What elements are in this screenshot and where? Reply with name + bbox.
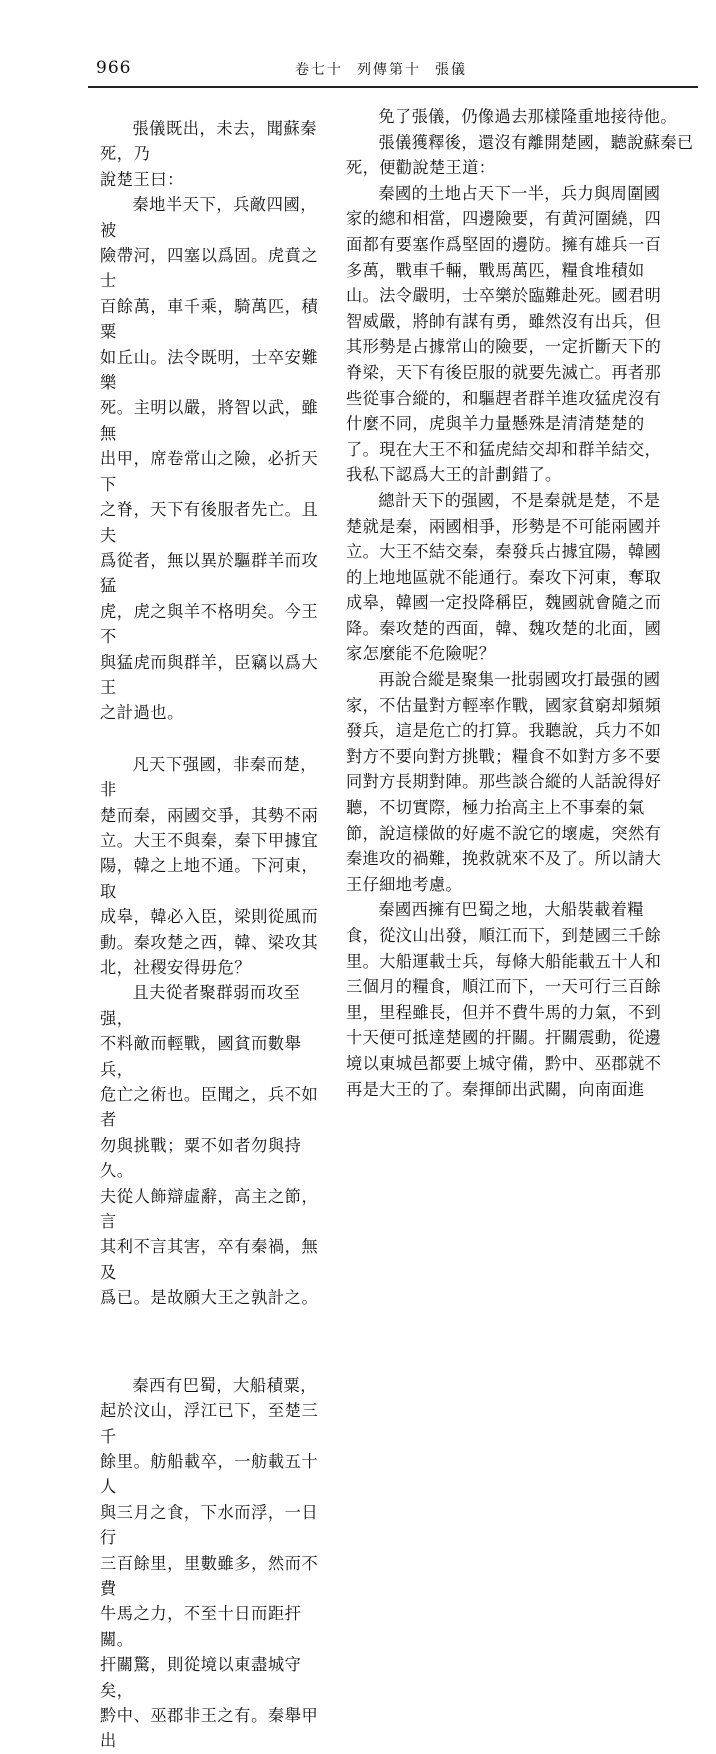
text-line: 同對方長期對陣。那些談合縱的人話說得好: [346, 772, 662, 792]
text-line: 餘里。舫船載卒，一舫載五十人: [100, 1451, 319, 1497]
text-line: 之脊，天下有後服者先亡。且夫: [100, 500, 319, 545]
text-line: 與三月之食，下水而浮，一日行: [100, 1502, 319, 1548]
text-line: 三個月的糧食，順江而下，一天可行三百餘: [346, 977, 662, 997]
chapter-label: 張儀: [435, 62, 467, 78]
text-line: 秦國西擁有巴蜀之地，大船裝載着糧: [378, 900, 644, 920]
text-line: 我私下認爲大王的計劃錯了。: [346, 465, 562, 485]
text-line: 什麼不同，虎與羊力量懸殊是清清楚楚的: [346, 414, 645, 434]
text-line: 十天便可抵達楚國的扞關。扞關震動，從邊: [346, 1028, 662, 1048]
text-line: 了。現在大王不和猛虎結交却和群羊結交，: [346, 439, 662, 459]
text-line: 成皋，韓國一定投降稱臣，魏國就會隨之而: [346, 593, 662, 613]
text-line: 秦國的土地占天下一半，兵力與周圍國: [378, 183, 661, 203]
text-line: 立。大王不結交秦，秦發兵占據宜陽，韓國: [346, 542, 662, 562]
text-line: 發兵，這是危亡的打算。我聽說，兵力不如: [346, 721, 662, 741]
text-line: 且夫從者聚群弱而攻至强，: [100, 983, 301, 1028]
text-line: 爲已。是故願大王之孰計之。: [100, 1288, 319, 1308]
text-line: 山。法令嚴明，士卒樂於臨難赴死。國君明: [346, 286, 662, 306]
header-rule: [88, 86, 698, 88]
text-line: 凡天下强國，非秦而楚，非: [100, 754, 318, 800]
orig-paragraph: [100, 1373, 328, 1754]
text-line: 夫從人飾辯虛辭，高主之節，言: [100, 1186, 319, 1232]
text-line: 勿與挑戰；粟不如者勿與持久。: [100, 1135, 302, 1181]
text-line: 些從事合縱的，和驅趕者群羊進攻猛虎沒有: [346, 388, 662, 408]
orig-paragraph: [100, 752, 328, 981]
text-line: 食，從汶山出發，順江而下，到楚國三千餘: [346, 926, 662, 945]
text-line: 說楚王曰：: [100, 169, 184, 189]
text-line: 總計天下的强國，不是秦就是楚，不是: [378, 490, 661, 510]
orig-paragraph: [100, 116, 328, 192]
text-line: 死，便勸說楚王道：: [346, 158, 496, 178]
trans-paragraph: [346, 130, 694, 181]
text-line: 免了張儀，仍像過去那樣隆重地接待他。: [378, 107, 677, 126]
text-line: 家怎麼能不危險呢？: [346, 644, 496, 664]
text-line: 陽，韓之上地不通。下河東，取: [100, 856, 319, 901]
trans-paragraph: [346, 181, 694, 488]
text-line: 王仔細地考慮。: [346, 874, 463, 894]
volume-label: 卷七十: [295, 62, 343, 78]
text-line: 境以東城邑都要上城守備，黔中、巫郡就不: [346, 1053, 662, 1073]
text-line: 爲從者，無以異於驅群羊而攻猛: [100, 550, 319, 596]
text-line: 多萬，戰車千輛，戰馬萬匹，糧食堆積如: [346, 260, 645, 280]
text-line: 北，社稷安得毋危？: [100, 958, 252, 977]
orig-paragraph: [100, 980, 328, 1310]
text-line: 秦進攻的禍難，挽救就來不及了。所以請大: [346, 849, 662, 869]
page-number: 966: [96, 58, 132, 78]
translation-column: [346, 104, 694, 1102]
text-line: 再說合縱是聚集一批弱國攻打最强的國: [378, 670, 661, 690]
text-line: 節，說這樣做的好處不說它的壞處，突然有: [346, 823, 662, 843]
trans-paragraph: [346, 488, 694, 667]
original-text-column: [100, 104, 328, 1754]
text-line: 脊梁，天下有後臣服的就要先滅亡。再者那: [346, 362, 662, 382]
text-line: 出甲，席卷常山之險，必折天下: [100, 449, 319, 494]
text-line: 虎，虎之與羊不格明矣。今王不: [100, 601, 319, 647]
text-line: 起於汶山，浮江已下，至楚三千: [100, 1401, 319, 1446]
text-line: 險帶河，四塞以爲固。虎賁之士: [100, 246, 319, 291]
text-line: 楚就是秦，兩國相爭，形勢是不可能兩國并: [346, 516, 662, 536]
text-line: 立。大王不與秦，秦下甲據宜: [100, 830, 319, 850]
text-line: 里，里程雖長，但并不費牛馬的力氣，不到: [346, 1002, 662, 1022]
text-line: 扞關驚，則從境以東盡城守矣，: [100, 1655, 302, 1700]
text-line: 如丘山。法令既明，士卒安難樂: [100, 347, 319, 393]
text-line: 危亡之術也。臣聞之，兵不如者: [100, 1085, 319, 1130]
text-line: 張儀獲釋後，還沒有離開楚國，聽說蘇秦已: [378, 132, 694, 152]
running-head: [295, 59, 481, 79]
text-line: 對方不要向對方挑戰；糧食不如對方多不要: [346, 746, 662, 766]
text-line: 家的總和相當，四邊險要，有黄河圍繞，四: [346, 209, 662, 229]
text-line: 黔中、巫郡非王之有。秦舉甲出: [100, 1705, 319, 1751]
text-line: 其形勢是占據常山的險要，一定折斷天下的: [346, 337, 662, 357]
section-label: 列傳第十: [357, 62, 421, 78]
text-line: 牛馬之力，不至十日而距扞關。: [100, 1604, 302, 1649]
text-line: 的上地地區就不能通行。秦攻下河東，奪取: [346, 567, 662, 587]
orig-paragraph: [100, 192, 328, 726]
text-line: 不料敵而輕戰，國貧而數舉兵，: [100, 1034, 302, 1079]
text-line: 成皋，韓必入臣，梁則從風而: [100, 907, 319, 927]
text-line: 與猛虎而與群羊，臣竊以爲大王: [100, 652, 319, 697]
trans-paragraph: [346, 667, 694, 897]
trans-paragraph: [346, 104, 694, 130]
text-line: 楚而秦，兩國交爭，其勢不兩: [100, 805, 319, 825]
text-line: 聽，不切實際，極力抬高主上不事秦的氣: [346, 798, 645, 818]
text-line: 三百餘里，里數雖多，然而不費: [100, 1553, 319, 1598]
text-line: 張儀既出，未去，聞蘇秦死，乃: [100, 119, 318, 164]
text-line: 其利不言其害，卒有秦禍，無及: [100, 1237, 319, 1282]
text-line: 秦地半天下，兵敵四國，被: [100, 195, 318, 240]
page-header: [0, 0, 716, 92]
text-line: 死。主明以嚴，將智以武，雖無: [100, 398, 319, 443]
text-line: 秦西有巴蜀，大船積粟，: [132, 1375, 318, 1395]
text-line: 降。秦攻楚的西面，韓、魏攻楚的北面，國: [346, 618, 662, 638]
text-line: 面都有要塞作爲堅固的邊防。擁有雄兵一百: [346, 234, 662, 254]
text-line: 里。大船運載士兵，每條大船能載五十人和: [346, 951, 662, 971]
text-line: 智威嚴，將帥有謀有勇，雖然沒有出兵，但: [346, 311, 662, 331]
text-line: 再是大王的了。秦揮師出武關，向南面進: [346, 1079, 645, 1099]
text-line: 之計過也。: [100, 703, 184, 723]
text-line: 百餘萬，車千乘，騎萬匹，積粟: [100, 296, 319, 342]
text-line: 動。秦攻楚之西，韓、梁攻其: [100, 932, 319, 952]
text-line: 家，不估量對方輕率作戰，國家貧窮却頻頻: [346, 695, 662, 715]
